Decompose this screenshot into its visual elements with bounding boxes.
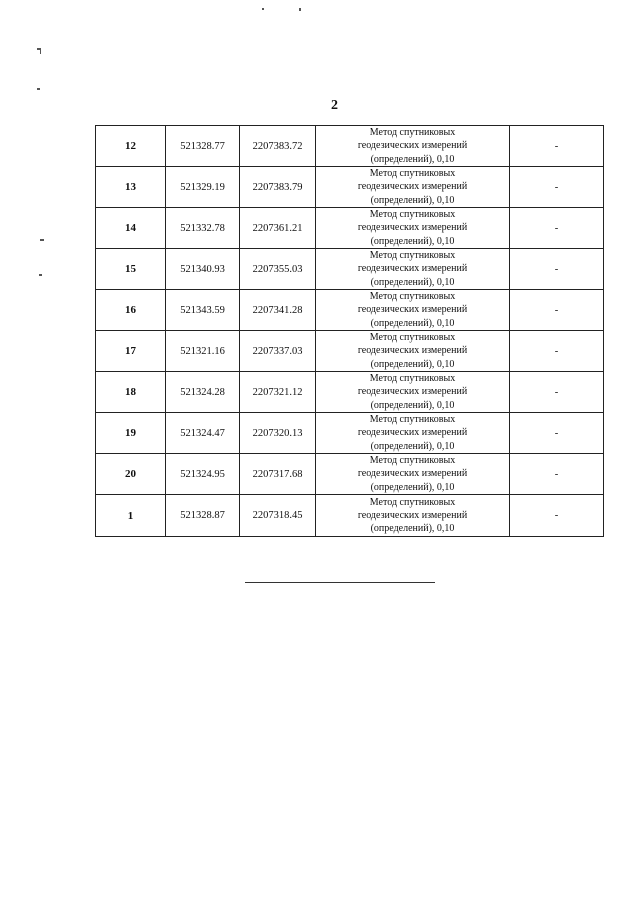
point-number-cell: 18 [96,372,166,413]
point-number-cell: 15 [96,249,166,290]
note-cell: - [510,331,604,372]
x-coordinate-cell: 521328.87 [166,495,240,537]
method-text-line: Метод спутниковых [369,291,456,303]
x-coordinate-cell: 521328.77 [166,126,240,167]
note-cell: - [510,167,604,208]
method-text-line: геодезических измерений [357,386,468,398]
note-cell: - [510,495,604,537]
x-coordinate-cell: 521329.19 [166,167,240,208]
method-text-line: геодезических измерений [357,427,468,439]
y-coordinate-cell: 2207383.79 [240,167,316,208]
note-cell: - [510,126,604,167]
y-coordinate-cell: 2207361.21 [240,208,316,249]
point-number-cell: 19 [96,413,166,454]
method-text-line: Метод спутниковых [369,250,456,262]
table-row [96,249,604,290]
table-row [96,290,604,331]
note-cell: - [510,249,604,290]
y-coordinate-cell: 2207320.13 [240,413,316,454]
x-coordinate-cell: 521343.59 [166,290,240,331]
note-cell: - [510,208,604,249]
table-row [96,413,604,454]
scan-mark [262,8,264,10]
scan-mark [39,274,42,276]
method-cell [316,249,510,290]
y-coordinate-cell: 2207318.45 [240,495,316,537]
method-cell [316,208,510,249]
method-text-line: геодезических измерений [357,263,468,275]
method-text-line: геодезических измерений [357,509,468,521]
method-text-line: геодезических измерений [357,468,468,480]
x-coordinate-cell: 521321.16 [166,331,240,372]
x-coordinate-cell: 521340.93 [166,249,240,290]
note-cell: - [510,413,604,454]
method-text-line: Метод спутниковых [369,373,456,385]
scan-mark [40,48,41,54]
method-text-line: (определений), 0,10 [370,194,455,206]
method-text-line: Метод спутниковых [369,496,456,508]
table-row [96,331,604,372]
method-text-line: (определений), 0,10 [370,481,455,493]
x-coordinate-cell: 521324.95 [166,454,240,495]
table-row [96,208,604,249]
scan-mark [40,239,44,241]
point-number-cell: 13 [96,167,166,208]
table-row [96,167,604,208]
method-text-line: геодезических измерений [357,222,468,234]
y-coordinate-cell: 2207337.03 [240,331,316,372]
method-text-line: (определений), 0,10 [370,317,455,329]
y-coordinate-cell: 2207383.72 [240,126,316,167]
method-text-line: геодезических измерений [357,181,468,193]
method-text-line: геодезических измерений [357,140,468,152]
method-text-line: (определений), 0,10 [370,440,455,452]
x-coordinate-cell: 521324.28 [166,372,240,413]
method-text-line: (определений), 0,10 [370,235,455,247]
method-text-line: Метод спутниковых [369,414,456,426]
point-number-cell: 12 [96,126,166,167]
note-cell: - [510,372,604,413]
coordinates-table [95,125,604,537]
x-coordinate-cell: 521332.78 [166,208,240,249]
method-text-line: геодезических измерений [357,304,468,316]
y-coordinate-cell: 2207321.12 [240,372,316,413]
y-coordinate-cell: 2207317.68 [240,454,316,495]
method-cell [316,167,510,208]
note-cell: - [510,454,604,495]
method-text-line: (определений), 0,10 [370,276,455,288]
table-row [96,495,604,537]
x-coordinate-cell: 521324.47 [166,413,240,454]
method-cell [316,372,510,413]
method-text-line: (определений), 0,10 [370,523,455,535]
method-text-line: Метод спутниковых [369,332,456,344]
y-coordinate-cell: 2207341.28 [240,290,316,331]
point-number-cell: 17 [96,331,166,372]
method-cell [316,495,510,537]
y-coordinate-cell: 2207355.03 [240,249,316,290]
method-cell [316,413,510,454]
method-text-line: Метод спутниковых [369,455,456,467]
point-number-cell: 16 [96,290,166,331]
method-text-line: Метод спутниковых [369,168,456,180]
method-text-line: Метод спутниковых [369,209,456,221]
coordinates-table-body [96,126,604,537]
table-row [96,126,604,167]
method-cell [316,454,510,495]
scan-mark [37,88,40,90]
method-text-line: (определений), 0,10 [370,399,455,411]
point-number-cell: 1 [96,495,166,537]
method-text-line: Метод спутниковых [369,127,456,139]
method-cell [316,331,510,372]
table-row [96,372,604,413]
point-number-cell: 14 [96,208,166,249]
footer-rule [245,582,435,583]
page-number: 2 [331,98,338,113]
method-text-line: геодезических измерений [357,345,468,357]
method-cell [316,126,510,167]
method-text-line: (определений), 0,10 [370,358,455,370]
method-text-line: (определений), 0,10 [370,153,455,165]
table-row [96,454,604,495]
point-number-cell: 20 [96,454,166,495]
scan-mark [299,8,301,11]
note-cell: - [510,290,604,331]
method-cell [316,290,510,331]
